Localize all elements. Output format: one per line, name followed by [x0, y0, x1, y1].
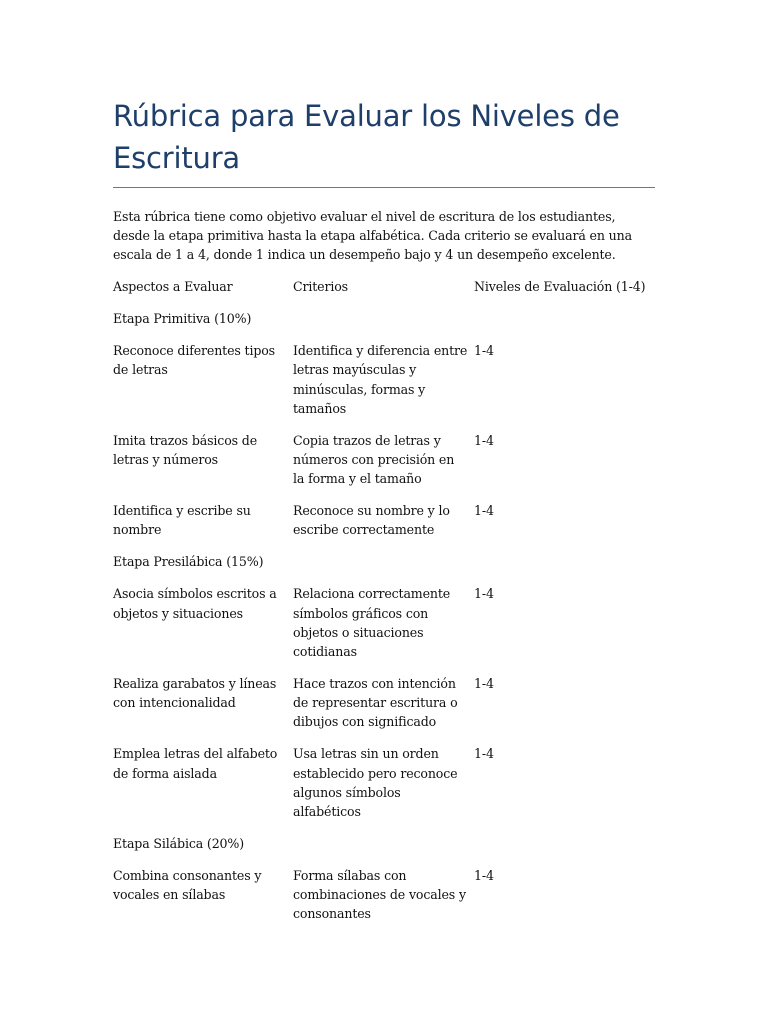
criteria-cell: Forma sílabas con combinaciones de vocales y consonantes — [293, 867, 466, 922]
section-heading-primitiva: Etapa Primitiva (10%) — [113, 311, 252, 327]
table-row — [113, 431, 655, 489]
document-title: Rúbrica para Evaluar los Niveles de Escritura — [113, 95, 655, 188]
aspect-cell: Combina consonantes y vocales en sílabas — [113, 867, 262, 903]
criteria-cell: Identifica y diferencia entre letras mayúsculas y minúsculas, formas y tamaños — [293, 343, 468, 416]
level-cell: 1-4 — [474, 503, 494, 519]
table-row — [113, 501, 655, 539]
rubric-table — [113, 277, 655, 923]
header-criteria: Criterios — [293, 279, 348, 295]
aspect-cell: Identifica y escribe su nombre — [113, 503, 251, 538]
criteria-cell: Usa letras sin un orden establecido pero reconoce algunos símbolos alfabéticos — [293, 746, 458, 819]
table-row — [113, 674, 655, 732]
section-heading-presilabica: Etapa Presilábica (15%) — [113, 554, 264, 570]
table-row — [113, 341, 655, 418]
level-cell: 1-4 — [474, 675, 494, 691]
aspect-cell: Emplea letras del alfabeto de forma aislada — [113, 746, 278, 781]
aspect-cell: Realiza garabatos y líneas con intencionalidad — [113, 675, 277, 711]
level-cell: 1-4 — [474, 867, 494, 883]
aspect-cell: Imita trazos básicos de letras y números — [113, 432, 258, 467]
level-cell: 1-4 — [474, 432, 494, 448]
aspect-cell: Asocia símbolos escritos a objetos y situaciones — [113, 586, 277, 621]
table-row — [113, 744, 655, 821]
document-page — [113, 95, 655, 936]
aspect-cell: Reconoce diferentes tipos de letras — [113, 343, 275, 378]
header-aspects: Aspectos a Evaluar — [113, 279, 233, 295]
level-cell: 1-4 — [474, 343, 494, 359]
table-row — [113, 584, 655, 661]
header-levels: Niveles de Evaluación (1-4) — [474, 279, 646, 295]
intro-paragraph: Esta rúbrica tiene como objetivo evaluar el nivel de escritura de los estudiantes, desde la etapa primitiva hasta la etapa alfabética. Cada criterio se evaluará en una escala de 1 a 4, donde 1 indica un desempeño bajo y 4 un desempeño excelente. — [113, 209, 632, 263]
criteria-cell: Reconoce su nombre y lo escribe correctamente — [293, 503, 450, 538]
criteria-cell: Copia trazos de letras y números con precisión en la forma y el tamaño — [293, 432, 455, 487]
criteria-cell: Hace trazos con intención de representar escritura o dibujos con significado — [293, 675, 458, 730]
section-heading-silabica: Etapa Silábica (20%) — [113, 835, 244, 851]
level-cell: 1-4 — [474, 586, 494, 602]
level-cell: 1-4 — [474, 746, 494, 762]
table-header-row — [113, 277, 655, 296]
table-row — [113, 866, 655, 924]
criteria-cell: Relaciona correctamente símbolos gráficos con objetos o situaciones cotidianas — [293, 586, 451, 659]
